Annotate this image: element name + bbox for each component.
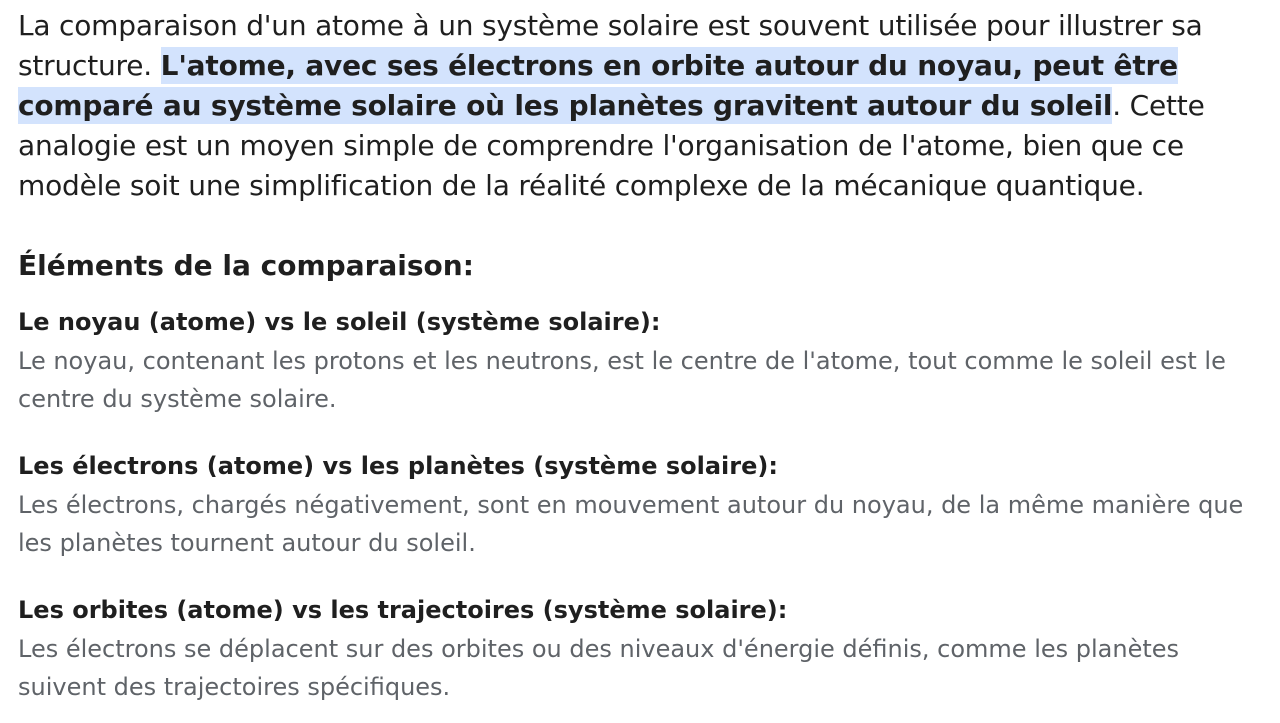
intro-text-before: La comparaison d'un atome à un système solaire est souvent utilisée pour illustrer sa structure. [18,9,1203,82]
comparison-item-orbits [18,594,1266,706]
comparison-item-nucleus [18,306,1266,418]
item-title: Les orbites (atome) vs les trajectoires (système solaire): [18,596,788,624]
item-description: Les électrons, chargés négativement, sont en mouvement autour du noyau, de la même manière que les planètes tournent autour du soleil. [18,491,1244,557]
intro-paragraph [18,6,1266,206]
comparison-item-electrons [18,450,1266,562]
intro-text-after: . Cette analogie est un moyen simple de comprendre l'organisation de l'atome, bien que ce modèle soit une simplification de la réalité complexe de la mécanique quantique. [18,89,1205,202]
item-description: Les électrons se déplacent sur des orbites ou des niveaux d'énergie définis, comme les planètes suivent des trajectoires spécifiques. [18,635,1180,701]
section-heading: Éléments de la comparaison: [18,249,474,282]
response-content [18,6,1266,701]
item-title: Les électrons (atome) vs les planètes (système solaire): [18,452,778,480]
item-description: Le noyau, contenant les protons et les neutrons, est le centre de l'atome, tout comme le soleil est le centre du système solaire. [18,347,1226,413]
selected-text-highlight[interactable]: L'atome, avec ses électrons en orbite autour du noyau, peut être comparé au système solaire où les planètes gravitent autour du soleil [18,49,1178,122]
item-title: Le noyau (atome) vs le soleil (système solaire): [18,308,661,336]
